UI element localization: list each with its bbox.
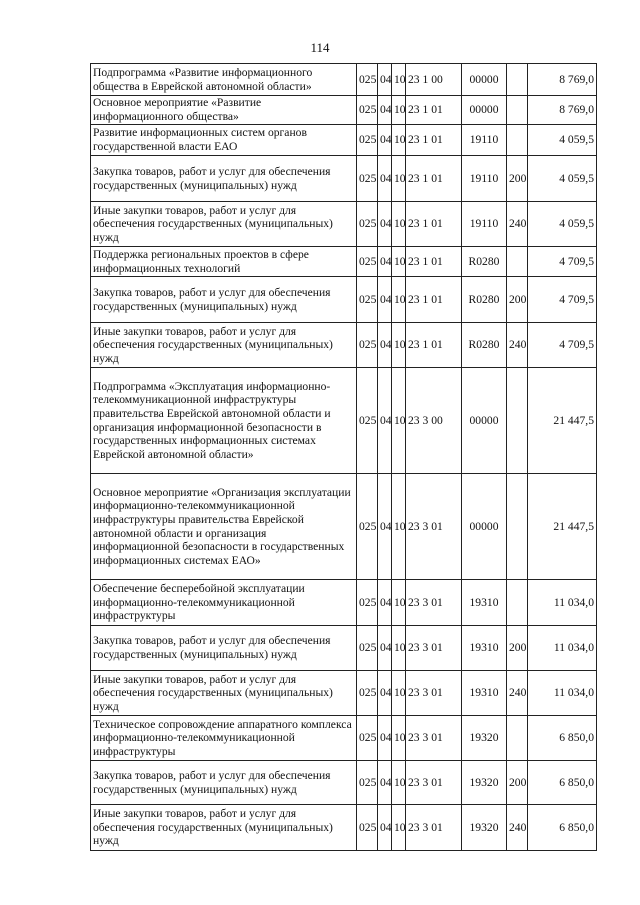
target-article-code: 00000 [462,64,507,96]
target-article-code: 19110 [462,202,507,247]
expense-type [507,247,528,277]
target-article-code: 19310 [462,671,507,716]
expense-type: 240 [507,323,528,368]
amount: 4 709,5 [528,323,597,368]
target-article: 23 1 01 [406,156,462,202]
section-code: 04 [378,716,392,761]
target-article-code: 00000 [462,96,507,125]
target-article: 23 1 01 [406,323,462,368]
item-name: Основное мероприятие «Развитие информационного общества» [91,96,357,125]
table-row [91,156,597,202]
grbs-code: 025 [357,671,378,716]
subsection-code: 10 [392,323,406,368]
item-name: Иные закупки товаров, работ и услуг для обеспечения государственных (муниципальных) нужд [91,805,357,851]
grbs-code: 025 [357,580,378,626]
item-name: Основное мероприятие «Организация эксплуатации информационно-телекоммуникационной инфраструктуры правительства Еврейской автономной области и организация информационной безопасности в государственных информационных системах ЕАО» [91,474,357,580]
amount: 11 034,0 [528,671,597,716]
target-article-code: 19310 [462,626,507,671]
subsection-code: 10 [392,805,406,851]
target-article-code: 19320 [462,761,507,805]
subsection-code: 10 [392,580,406,626]
item-name: Подпрограмма «Развитие информационного общества в Еврейской автономной области» [91,64,357,96]
expense-type: 240 [507,671,528,716]
section-code: 04 [378,761,392,805]
item-name: Обеспечение бесперебойной эксплуатации информационно-телекоммуникационной инфраструктуры [91,580,357,626]
amount: 4 059,5 [528,202,597,247]
target-article-code: 19110 [462,125,507,156]
item-name: Подпрограмма «Эксплуатация информационно-телекоммуникационной инфраструктуры правительства Еврейской автономной области и организация информационной безопасности в государственных информационных системах Еврейской автономной области» [91,368,357,474]
subsection-code: 10 [392,277,406,323]
table-row [91,580,597,626]
target-article: 23 3 00 [406,368,462,474]
section-code: 04 [378,96,392,125]
item-name: Техническое сопровождение аппаратного комплекса информационно-телекоммуникационной инфраструктуры [91,716,357,761]
target-article: 23 3 01 [406,474,462,580]
expense-type [507,580,528,626]
grbs-code: 025 [357,805,378,851]
item-name: Закупка товаров, работ и услуг для обеспечения государственных (муниципальных) нужд [91,156,357,202]
target-article: 23 3 01 [406,580,462,626]
table-row [91,247,597,277]
expense-type: 200 [507,626,528,671]
grbs-code: 025 [357,716,378,761]
table-row [91,96,597,125]
subsection-code: 10 [392,474,406,580]
subsection-code: 10 [392,156,406,202]
item-name: Закупка товаров, работ и услуг для обеспечения государственных (муниципальных) нужд [91,626,357,671]
grbs-code: 025 [357,761,378,805]
target-article-code: 19110 [462,156,507,202]
section-code: 04 [378,247,392,277]
subsection-code: 10 [392,96,406,125]
grbs-code: 025 [357,368,378,474]
amount: 11 034,0 [528,580,597,626]
amount: 21 447,5 [528,474,597,580]
grbs-code: 025 [357,474,378,580]
amount: 8 769,0 [528,96,597,125]
grbs-code: 025 [357,626,378,671]
budget-table [90,63,597,851]
table-row [91,626,597,671]
target-article: 23 1 01 [406,96,462,125]
target-article: 23 1 01 [406,125,462,156]
expense-type [507,96,528,125]
amount: 4 709,5 [528,277,597,323]
target-article: 23 3 01 [406,671,462,716]
target-article-code: 19320 [462,805,507,851]
table-row [91,323,597,368]
expense-type: 240 [507,805,528,851]
section-code: 04 [378,805,392,851]
grbs-code: 025 [357,202,378,247]
section-code: 04 [378,323,392,368]
expense-type [507,474,528,580]
target-article: 23 1 00 [406,64,462,96]
table-row [91,716,597,761]
section-code: 04 [378,277,392,323]
target-article: 23 1 01 [406,202,462,247]
section-code: 04 [378,474,392,580]
section-code: 04 [378,671,392,716]
amount: 4 709,5 [528,247,597,277]
table-row [91,761,597,805]
expense-type: 240 [507,202,528,247]
grbs-code: 025 [357,64,378,96]
item-name: Иные закупки товаров, работ и услуг для обеспечения государственных (муниципальных) нужд [91,323,357,368]
target-article: 23 3 01 [406,626,462,671]
target-article: 23 1 01 [406,247,462,277]
item-name: Закупка товаров, работ и услуг для обеспечения государственных (муниципальных) нужд [91,277,357,323]
target-article-code: 00000 [462,474,507,580]
target-article-code: R0280 [462,277,507,323]
table-row [91,64,597,96]
grbs-code: 025 [357,247,378,277]
grbs-code: 025 [357,323,378,368]
table-row [91,671,597,716]
subsection-code: 10 [392,761,406,805]
table-row [91,125,597,156]
section-code: 04 [378,156,392,202]
expense-type [507,64,528,96]
expense-type [507,716,528,761]
item-name: Поддержка региональных проектов в сфере информационных технологий [91,247,357,277]
item-name: Иные закупки товаров, работ и услуг для обеспечения государственных (муниципальных) нужд [91,671,357,716]
expense-type: 200 [507,277,528,323]
amount: 21 447,5 [528,368,597,474]
section-code: 04 [378,368,392,474]
item-name: Развитие информационных систем органов государственной власти ЕАО [91,125,357,156]
table-row [91,277,597,323]
item-name: Иные закупки товаров, работ и услуг для обеспечения государственных (муниципальных) нужд [91,202,357,247]
amount: 6 850,0 [528,761,597,805]
grbs-code: 025 [357,96,378,125]
subsection-code: 10 [392,64,406,96]
section-code: 04 [378,125,392,156]
amount: 8 769,0 [528,64,597,96]
target-article-code: 00000 [462,368,507,474]
subsection-code: 10 [392,716,406,761]
section-code: 04 [378,202,392,247]
table-row [91,805,597,851]
subsection-code: 10 [392,247,406,277]
grbs-code: 025 [357,277,378,323]
amount: 4 059,5 [528,156,597,202]
subsection-code: 10 [392,671,406,716]
section-code: 04 [378,580,392,626]
subsection-code: 10 [392,368,406,474]
expense-type [507,125,528,156]
expense-type: 200 [507,761,528,805]
table-row [91,474,597,580]
expense-type [507,368,528,474]
target-article-code: R0280 [462,323,507,368]
subsection-code: 10 [392,202,406,247]
subsection-code: 10 [392,125,406,156]
target-article: 23 3 01 [406,805,462,851]
section-code: 04 [378,626,392,671]
target-article-code: 19320 [462,716,507,761]
target-article-code: R0280 [462,247,507,277]
amount: 6 850,0 [528,716,597,761]
subsection-code: 10 [392,626,406,671]
amount: 11 034,0 [528,626,597,671]
table-row [91,202,597,247]
page-number: 114 [310,40,330,55]
target-article: 23 1 01 [406,277,462,323]
grbs-code: 025 [357,156,378,202]
expense-type: 200 [507,156,528,202]
item-name: Закупка товаров, работ и услуг для обеспечения государственных (муниципальных) нужд [91,761,357,805]
amount: 4 059,5 [528,125,597,156]
section-code: 04 [378,64,392,96]
target-article: 23 3 01 [406,761,462,805]
amount: 6 850,0 [528,805,597,851]
table-row [91,368,597,474]
target-article-code: 19310 [462,580,507,626]
target-article: 23 3 01 [406,716,462,761]
grbs-code: 025 [357,125,378,156]
